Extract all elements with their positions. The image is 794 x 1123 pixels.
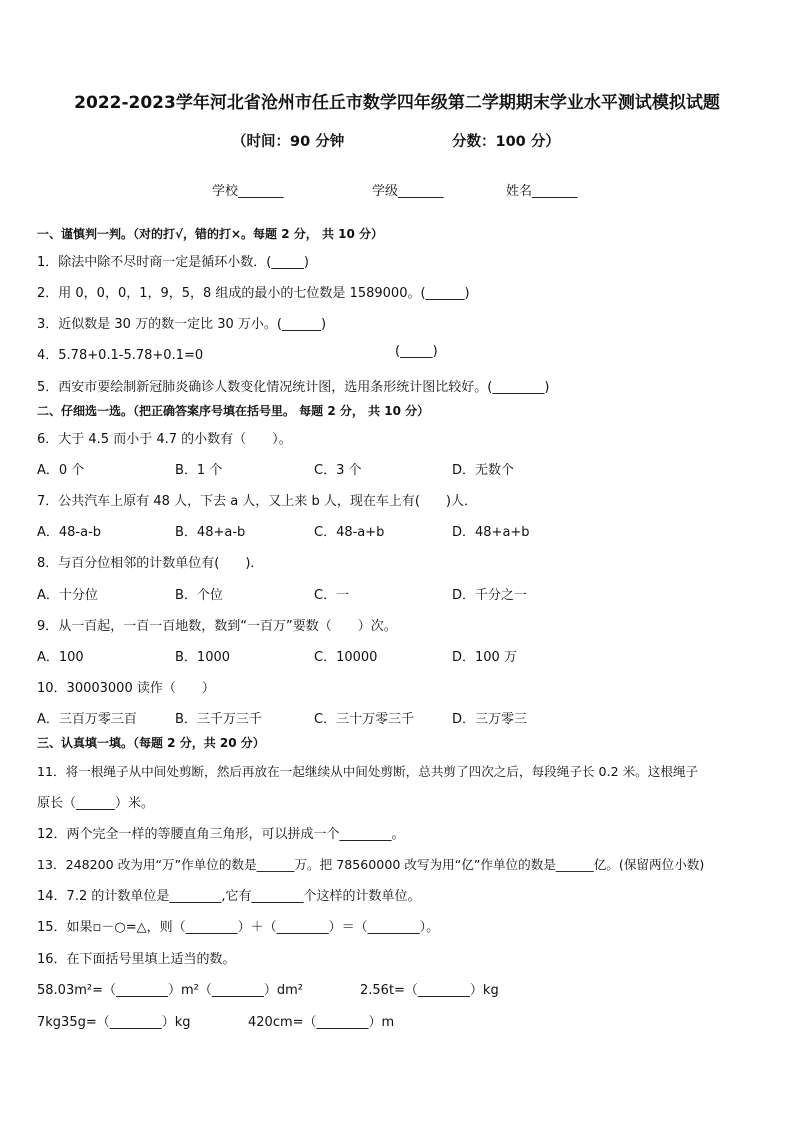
question-2: 2．用 0，0，0，1，9，5，8 组成的最小的七位数是 1589000。(______)	[37, 286, 470, 301]
grade-field: 学级_______	[372, 184, 444, 199]
section1-heading: 一、谨慎判一判。（对的打√，错的打×。每题 2 分， 共 10 分）	[37, 227, 383, 241]
question-5: 5．西安市要绘制新冠肺炎确诊人数变化情况统计图，选用条形统计图比较好。(________)	[37, 380, 550, 395]
exam-time: （时间：90 分钟	[232, 134, 345, 150]
question-16-row1-b: 2.56t=（________）kg	[360, 983, 499, 998]
question-10-option-a: A．三百万零三百	[37, 712, 137, 727]
school-field: 学校_______	[212, 184, 284, 199]
question-12: 12．两个完全一样的等腰直角三角形，可以拼成一个________。	[37, 827, 405, 842]
exam-title: 2022-2023学年河北省沧州市任丘市数学四年级第二学期期末学业水平测试模拟试题	[74, 93, 720, 113]
question-16-row1-a: 58.03m²=（________）m²（________）dm²	[37, 983, 303, 998]
question-7-option-b: B．48+a-b	[175, 525, 246, 540]
question-9-option-b: B．1000	[175, 650, 231, 665]
name-field: 姓名_______	[506, 184, 578, 199]
question-16: 16．在下面括号里填上适当的数。	[37, 952, 236, 967]
question-16-row2-b: 420cm=（________）m	[248, 1015, 395, 1030]
question-8: 8．与百分位相邻的计数单位有( )．	[37, 556, 264, 571]
section2-heading: 二、仔细选一选。（把正确答案序号填在括号里。 每题 2 分， 共 10 分）	[37, 404, 430, 418]
question-6-option-a: A．0 个	[37, 463, 85, 478]
question-3: 3．近似数是 30 万的数一定比 30 万小。(______)	[37, 317, 327, 332]
question-9-option-d: D．100 万	[452, 650, 517, 665]
question-7: 7．公共汽车上原有 48 人，下去 a 人，又上来 b 人，现在车上有( )人．	[37, 494, 477, 509]
question-9-option-c: C．10000	[314, 650, 378, 665]
question-6-option-d: D．无数个	[452, 463, 515, 478]
question-9: 9．从一百起，一百一百地数，数到“一百万”要数（ ）次。	[37, 619, 397, 634]
question-6: 6．大于 4.5 而小于 4.7 的小数有（ ）。	[37, 432, 292, 447]
question-7-option-c: C．48-a+b	[314, 525, 385, 540]
question-10-option-c: C．三十万零三千	[314, 712, 415, 727]
question-9-option-a: A．100	[37, 650, 84, 665]
question-11-line1: 11．将一根绳子从中间处剪断，然后再放在一起继续从中间处剪断，总共剪了四次之后，每段绳子长 0.2 米。这根绳子	[37, 764, 699, 779]
question-6-option-b: B．1 个	[175, 463, 223, 478]
question-10-option-b: B．三千万三千	[175, 712, 262, 727]
question-8-option-b: B．个位	[175, 588, 223, 603]
question-8-option-d: D．千分之一	[452, 588, 528, 603]
question-1: 1．除法中除不尽时商一定是循环小数．(_____)	[37, 255, 309, 270]
question-4: 4．5.78+0.1-5.78+0.1=0	[37, 348, 204, 363]
question-7-option-d: D．48+a+b	[452, 525, 530, 540]
question-11-line2: 原长（______）米。	[37, 796, 155, 811]
section3-heading: 三、认真填一填。（每题 2 分，共 20 分）	[37, 736, 265, 750]
question-6-option-c: C．3 个	[314, 463, 362, 478]
exam-score: 分数：100 分）	[452, 134, 560, 150]
question-7-option-a: A．48-a-b	[37, 525, 102, 540]
question-10-option-d: D．三万零三	[452, 712, 528, 727]
question-16-row2-a: 7kg35g=（________）kg	[37, 1015, 191, 1030]
question-10: 10．30003000 读作（ ）	[37, 681, 215, 696]
question-15: 15．如果▫－○=△，则（________）＋（________）＝（________）。	[37, 920, 440, 935]
question-8-option-a: A．十分位	[37, 588, 98, 603]
question-13: 13．248200 改为用“万”作单位的数是______万。把 78560000 改写为用“亿”作单位的数是______亿。(保留两位小数)	[37, 857, 705, 872]
question-14: 14．7.2 的计数单位是________,它有________个这样的计数单位。	[37, 889, 421, 904]
question-8-option-c: C．一	[314, 588, 350, 603]
question-4-blank: (_____)	[395, 344, 438, 359]
